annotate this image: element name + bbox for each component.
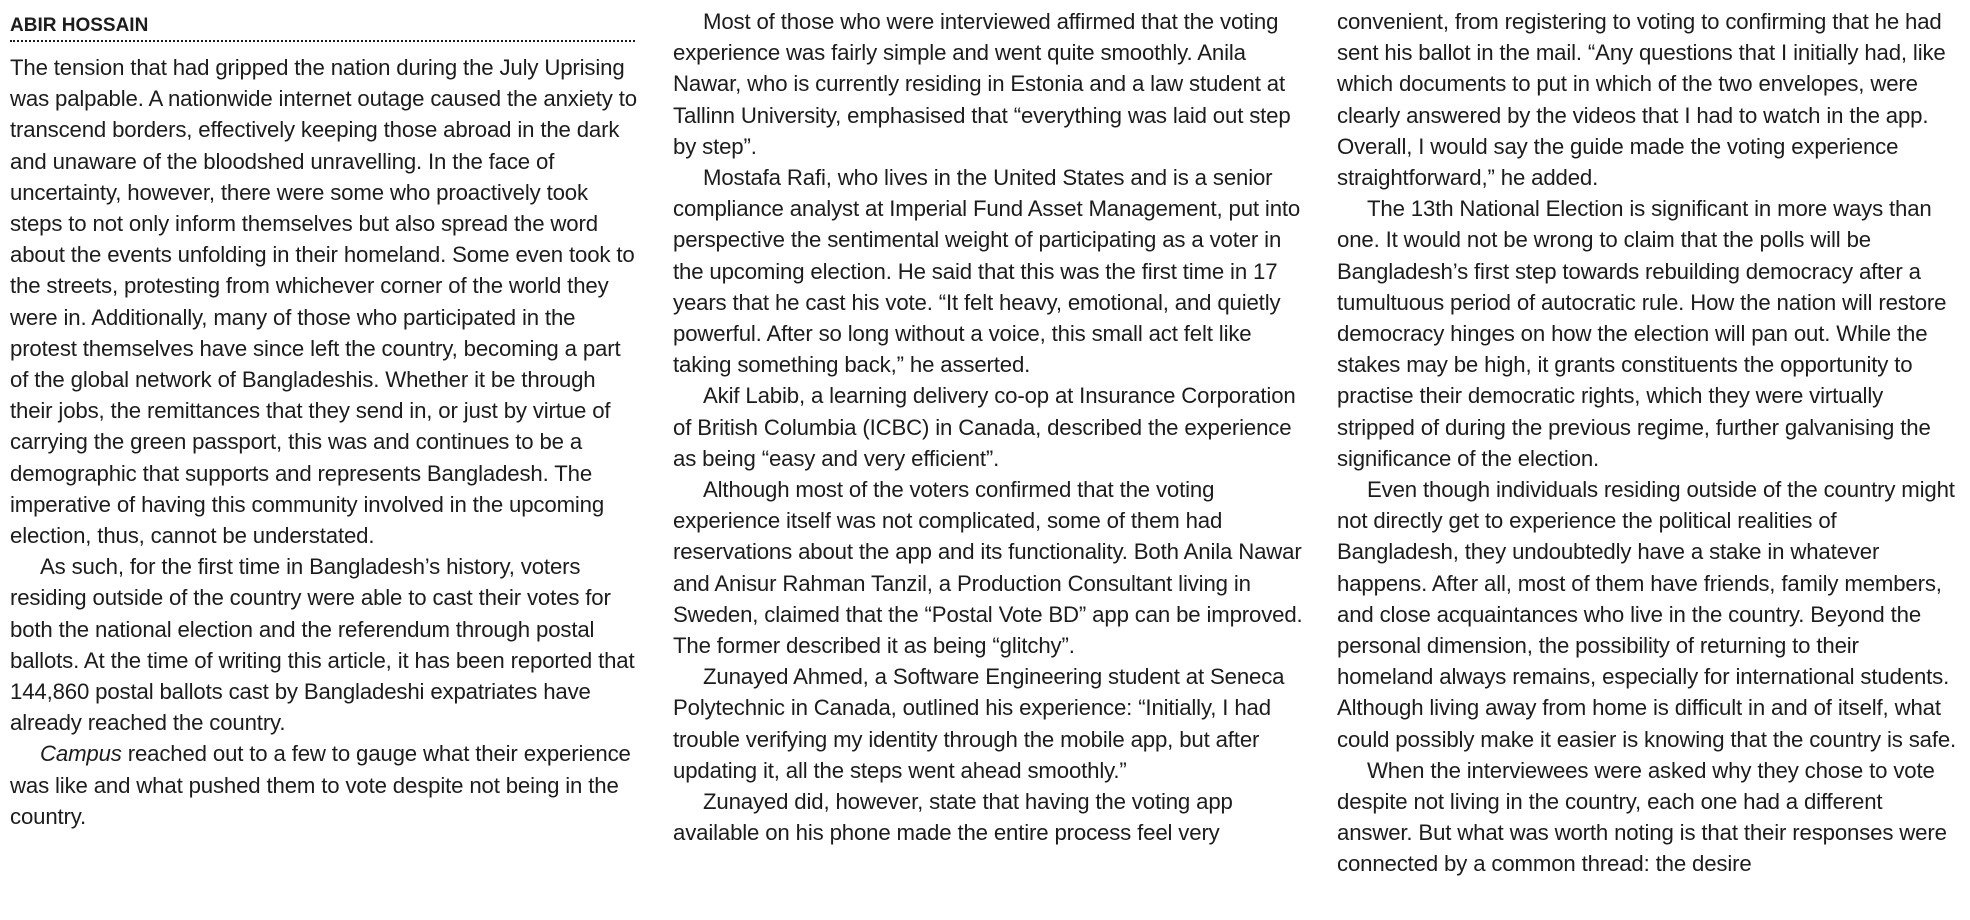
- author-byline: ABIR HOSSAIN: [10, 6, 635, 42]
- publication-name: Campus: [40, 741, 122, 767]
- paragraph: As such, for the first time in Bangladesh’s history, voters residing outside of the country were able to cast their votes for both the national election and the referendum through postal ballots. At the time of writing this article, it has been reported that 144,860 postal ballots cast by Bangladeshi expatriates have already reached the country.: [10, 554, 635, 736]
- paragraph: Although most of the voters confirmed that the voting experience itself was not complicated, some of them had reservations about the app and its functionality. Both Anila Nawar and Anisur Rahman Tanzil, a Production Consultant living in Sweden, claimed that the “Postal Vote BD” app can be improved. The former described it as being “glitchy”.: [673, 477, 1303, 659]
- paragraph: The 13th National Election is significant in more ways than one. It would not be wrong to claim that the polls will be Bangladesh’s first step towards rebuilding democracy after a tumultuous period of autocratic rule. How the nation will restore democracy hinges on how the election will pan out. While the stakes may be high, it grants constituents the opportunity to practise their democratic rights, which they were virtually stripped of during the previous regime, further galvanising the significance of the election.: [1337, 196, 1947, 471]
- paragraph: When the interviewees were asked why they chose to vote despite not living in the country, each one had a different answer. But what was worth noting is that their responses were connected by a common thread: the desire: [1337, 757, 1947, 877]
- paragraph: Even though individuals residing outside of the country might not directly get to experience the political realities of Bangladesh, they undoubtedly have a stake in whatever happens. After all, most of them have friends, family members, and close acquaintances who live in the country. Beyond the personal dimension, the possibility of returning to their homeland always remains, especially for international students. Although living away from home is difficult in and of itself, what could possibly make it easier is knowing that the country is safe.: [1337, 477, 1957, 752]
- paragraph: [10, 738, 640, 832]
- paragraph: Mostafa Rafi, who lives in the United States and is a senior compliance analyst at Imperial Fund Asset Management, put into perspective the sentimental weight of participating as a voter in the upcoming election. He said that this was the first time in 17 years that he cast his vote. “It felt heavy, emotional, and quietly powerful. After so long without a voice, this small act felt like taking something back,” he asserted.: [673, 165, 1301, 378]
- paragraph: Akif Labib, a learning delivery co-op at Insurance Corporation of British Columbia (ICBC) in Canada, described the experience as being “easy and very efficient”.: [673, 383, 1296, 471]
- paragraph: Most of those who were interviewed affirmed that the voting experience was fairly simple and went quite smoothly. Anila Nawar, who is currently residing in Estonia and a law student at Tallinn University, emphasised that “everything was laid out step by step”.: [673, 9, 1291, 159]
- paragraph: Zunayed did, however, state that having the voting app available on his phone made the entire process feel very: [673, 789, 1233, 846]
- paragraph: Zunayed Ahmed, a Software Engineering student at Seneca Polytechnic in Canada, outlined his experience: “Initially, I had trouble verifying my identity through the mobile app, but after updating it, all the steps went ahead smoothly.”: [673, 664, 1285, 783]
- article-column-3: [1337, 6, 1961, 920]
- article-column-2: [673, 6, 1305, 920]
- paragraph: The tension that had gripped the nation during the July Uprising was palpable. A nationwide internet outage caused the anxiety to transcend borders, effectively keeping those abroad in the dark and unaware of the bloodshed unravelling. In the face of uncertainty, however, there were some who proactively took steps to not only inform themselves but also spread the word about the events unfolding in their homeland. Some even took to the streets, protesting from whichever corner of the world they were in. Additionally, many of those who participated in the protest themselves have since left the country, becoming a part of the global network of Bangladeshis. Whether it be through their jobs, the remittances that they send in, or just by virtue of carrying the green passport, this was and continues to be a demographic that supports and represents Bangladesh. The imperative of having this community involved in the upcoming election, thus, cannot be understated.: [10, 55, 637, 549]
- paragraph-text: reached out to a few to gauge what their experience was like and what pushed them to vote despite not being in the country.: [10, 741, 631, 829]
- paragraph: convenient, from registering to voting to confirming that he had sent his ballot in the mail. “Any questions that I initially had, like which documents to put in which of the two envelopes, were clearly answered by the videos that I had to watch in the app. Overall, I would say the guide made the voting experience straightforward,” he added.: [1337, 9, 1946, 191]
- article-column-1: [10, 6, 640, 920]
